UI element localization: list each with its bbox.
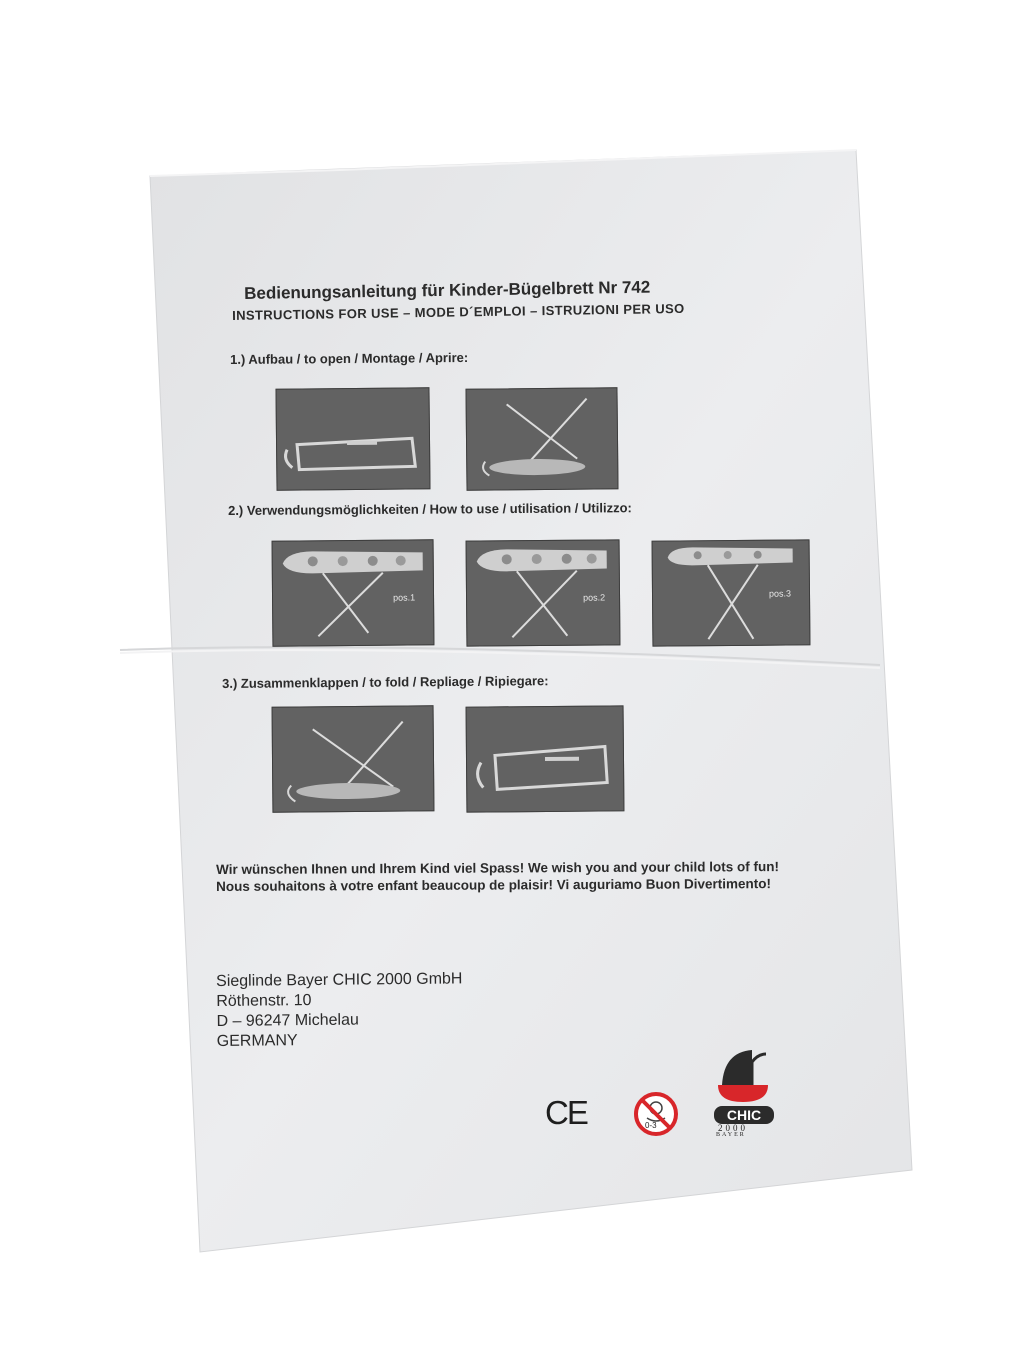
photo-position-2 [466,539,621,646]
photo-folded-board [275,387,430,491]
address-company: Sieglinde Bayer CHIC 2000 GmbH [216,970,463,990]
ce-mark-icon: CE [545,1094,587,1131]
photo-folded-board-final [466,705,625,812]
address-city: D – 96247 Michelau [216,1011,359,1030]
photo-folding-board [272,705,435,812]
no-children-under-3-icon [632,1090,680,1138]
brand-sub-text: BAYER [716,1132,746,1138]
section-heading-use: 2.) Verwendungsmöglichkeiten / How to use / utilisation / Utilizzo: [228,500,632,518]
address-block [216,969,463,1052]
section-heading-open: 1.) Aufbau / to open / Montage / Aprire: [230,349,469,367]
photo-position-1 [272,539,435,646]
photo-opening-board [465,387,618,491]
document-title: Bedienungsanleitung für Kinder-Bügelbrett Nr 742 [244,277,651,303]
position-label-1: pos.1 [392,592,416,603]
document-subtitle: INSTRUCTIONS FOR USE – MODE D´EMPLOI – ISTRUZIONI PER USO [232,300,685,323]
section-heading-fold: 3.) Zusammenklappen / to fold / Repliage / Ripiegare: [222,673,549,691]
address-country: GERMANY [216,1032,298,1050]
closing-message: Wir wünschen Ihnen und Ihrem Kind viel Spass! We wish you and your child lots of fun! Nous souhaitons à votre enfant beaucoup de plaisir! Vi auguriamo Buon Divertimento! [216,859,780,894]
brand-name-text: CHIC [726,1107,762,1123]
photo-position-3 [652,539,811,646]
brand-number-text: 2000 [718,1123,748,1133]
age-warning-text: 0-3 [645,1121,657,1130]
position-label-2: pos.2 [582,592,606,603]
address-street: Röthenstr. 10 [216,992,312,1010]
position-label-3: pos.3 [768,588,792,599]
